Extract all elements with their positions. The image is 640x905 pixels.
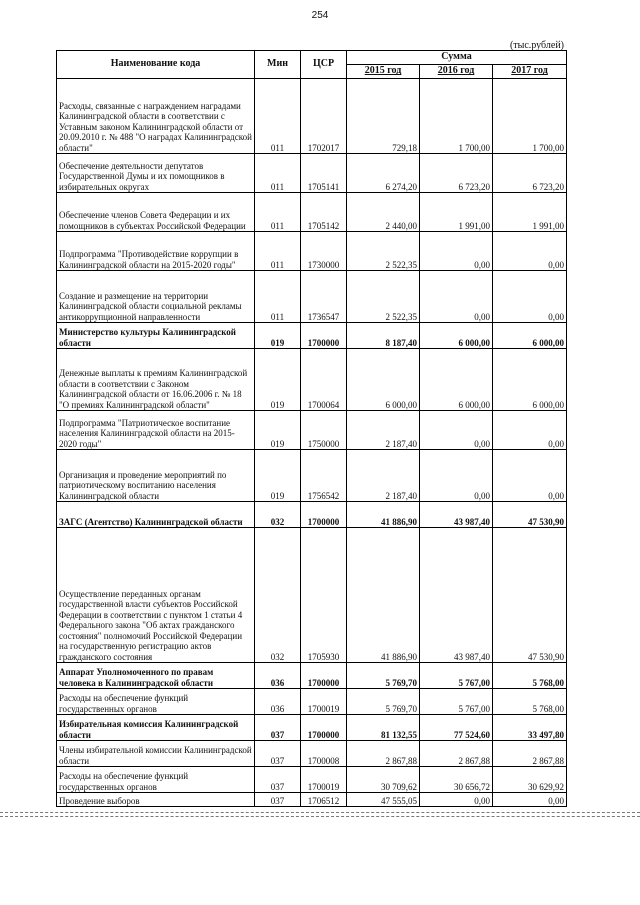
cell-2015: 41 886,90 — [347, 502, 420, 528]
cell-2017: 5 768,00 — [493, 663, 567, 689]
table-row — [57, 411, 567, 450]
table-row — [57, 715, 567, 741]
cell-2015: 30 709,62 — [347, 767, 420, 793]
cell-csr: 1700019 — [301, 689, 347, 715]
cell-2017: 1 991,00 — [493, 193, 567, 232]
cell-2017: 0,00 — [493, 450, 567, 502]
table-row — [57, 193, 567, 232]
cell-2016: 43 987,40 — [420, 502, 493, 528]
budget-table — [56, 50, 567, 807]
page-divider — [0, 816, 640, 817]
cell-name: Расходы, связанные с награждением наградами Калининградской области в соответствии с Уставным законом Калининградской области от 20.09.2010 г. № 488 "О наградах Калининградской области" — [57, 79, 255, 154]
cell-name: Подпрограмма "Противодействие коррупции в Калининградской области на 2015-2020 годы" — [57, 232, 255, 271]
cell-name: Министерство культуры Калининградской области — [57, 323, 255, 349]
cell-min: 037 — [255, 767, 301, 793]
cell-csr: 1730000 — [301, 232, 347, 271]
cell-2015: 729,18 — [347, 79, 420, 154]
cell-csr: 1700000 — [301, 715, 347, 741]
cell-name: Создание и размещение на территории Калининградской области социальной рекламы антикоррупционной направленности — [57, 271, 255, 323]
cell-min: 019 — [255, 323, 301, 349]
table-row — [57, 232, 567, 271]
cell-2015: 2 867,88 — [347, 741, 420, 767]
cell-min: 037 — [255, 741, 301, 767]
cell-min: 011 — [255, 79, 301, 154]
table-row — [57, 741, 567, 767]
cell-2015: 47 555,05 — [347, 793, 420, 807]
cell-2015: 6 000,00 — [347, 349, 420, 411]
cell-name: Члены избирательной комиссии Калининградской области — [57, 741, 255, 767]
cell-name: Проведение выборов — [57, 793, 255, 807]
cell-2015: 2 187,40 — [347, 411, 420, 450]
col-header-sum: Сумма — [347, 51, 567, 65]
cell-min: 037 — [255, 793, 301, 807]
cell-csr: 1702017 — [301, 79, 347, 154]
col-header-2017: 2017 год — [493, 65, 567, 79]
cell-name: Аппарат Уполномоченного по правам человека в Калининградской области — [57, 663, 255, 689]
cell-csr: 1700064 — [301, 349, 347, 411]
cell-min: 037 — [255, 715, 301, 741]
cell-min: 036 — [255, 663, 301, 689]
cell-2017: 2 867,88 — [493, 741, 567, 767]
cell-2017: 30 629,92 — [493, 767, 567, 793]
cell-name: Избирательная комиссия Калининградской области — [57, 715, 255, 741]
cell-2016: 1 700,00 — [420, 79, 493, 154]
cell-2016: 0,00 — [420, 450, 493, 502]
col-header-min: Мин — [255, 51, 301, 79]
cell-csr: 1706512 — [301, 793, 347, 807]
table-row — [57, 528, 567, 663]
col-header-csr: ЦСР — [301, 51, 347, 79]
cell-name: Организация и проведение мероприятий по патриотическому воспитанию населения Калининградской области — [57, 450, 255, 502]
cell-2016: 5 767,00 — [420, 689, 493, 715]
table-row — [57, 271, 567, 323]
units-label: (тыс.рублей) — [509, 40, 564, 51]
cell-2016: 1 991,00 — [420, 193, 493, 232]
col-header-name: Наименование кода — [57, 51, 255, 79]
cell-csr: 1700000 — [301, 502, 347, 528]
cell-2017: 0,00 — [493, 411, 567, 450]
cell-min: 011 — [255, 154, 301, 193]
cell-2016: 0,00 — [420, 411, 493, 450]
cell-csr: 1705930 — [301, 528, 347, 663]
cell-name: Денежные выплаты к премиям Калининградской области в соответствии с Законом Калининградской области от 16.06.2006 г. № 18 "О премиях Калининградской области" — [57, 349, 255, 411]
cell-csr: 1750000 — [301, 411, 347, 450]
cell-min: 011 — [255, 232, 301, 271]
table-row — [57, 154, 567, 193]
table-row — [57, 79, 567, 154]
cell-2015: 2 187,40 — [347, 450, 420, 502]
cell-2015: 2 440,00 — [347, 193, 420, 232]
cell-2017: 0,00 — [493, 793, 567, 807]
cell-2017: 6 000,00 — [493, 349, 567, 411]
cell-csr: 1705142 — [301, 193, 347, 232]
cell-2015: 5 769,70 — [347, 663, 420, 689]
cell-name: Расходы на обеспечение функций государственных органов — [57, 767, 255, 793]
cell-min: 032 — [255, 528, 301, 663]
page-number: 254 — [311, 10, 329, 21]
table-row — [57, 323, 567, 349]
cell-name: Обеспечение деятельности депутатов Государственной Думы и их помощников в избирательных округах — [57, 154, 255, 193]
cell-csr: 1700000 — [301, 323, 347, 349]
cell-2016: 6 723,20 — [420, 154, 493, 193]
cell-2016: 5 767,00 — [420, 663, 493, 689]
cell-csr: 1700000 — [301, 663, 347, 689]
cell-2017: 6 000,00 — [493, 323, 567, 349]
cell-min: 019 — [255, 349, 301, 411]
cell-2016: 30 656,72 — [420, 767, 493, 793]
cell-2017: 6 723,20 — [493, 154, 567, 193]
table-row — [57, 793, 567, 807]
cell-min: 011 — [255, 271, 301, 323]
table-row — [57, 689, 567, 715]
cell-csr: 1700008 — [301, 741, 347, 767]
cell-2017: 47 530,90 — [493, 502, 567, 528]
cell-2017: 1 700,00 — [493, 79, 567, 154]
cell-2017: 5 768,00 — [493, 689, 567, 715]
cell-min: 011 — [255, 193, 301, 232]
cell-2015: 81 132,55 — [347, 715, 420, 741]
cell-min: 019 — [255, 450, 301, 502]
table-row — [57, 349, 567, 411]
cell-csr: 1705141 — [301, 154, 347, 193]
cell-name: Подпрограмма "Патриотическое воспитание населения Калининградской области на 2015-2020 годы" — [57, 411, 255, 450]
cell-name: Осуществление переданных органам государственной власти субъектов Российской Федерации в соответствии с пунктом 1 статьи 4 Федерального закона "Об актах гражданского состояния" полномочий Российской Федерации на государственную регистрацию актов гражданского состояния — [57, 528, 255, 663]
table-row — [57, 502, 567, 528]
cell-min: 032 — [255, 502, 301, 528]
cell-2015: 8 187,40 — [347, 323, 420, 349]
cell-2017: 33 497,80 — [493, 715, 567, 741]
cell-2016: 0,00 — [420, 232, 493, 271]
cell-min: 019 — [255, 411, 301, 450]
table-row — [57, 767, 567, 793]
cell-csr: 1756542 — [301, 450, 347, 502]
cell-min: 036 — [255, 689, 301, 715]
page-divider — [0, 812, 640, 813]
cell-csr: 1700019 — [301, 767, 347, 793]
cell-2017: 47 530,90 — [493, 528, 567, 663]
cell-name: Расходы на обеспечение функций государственных органов — [57, 689, 255, 715]
cell-2016: 2 867,88 — [420, 741, 493, 767]
cell-2015: 2 522,35 — [347, 232, 420, 271]
cell-name: Обеспечение членов Совета Федерации и их помощников в субъектах Российской Федерации — [57, 193, 255, 232]
cell-2016: 43 987,40 — [420, 528, 493, 663]
cell-csr: 1736547 — [301, 271, 347, 323]
cell-2016: 0,00 — [420, 271, 493, 323]
cell-2016: 0,00 — [420, 793, 493, 807]
cell-2016: 77 524,60 — [420, 715, 493, 741]
cell-2015: 6 274,20 — [347, 154, 420, 193]
cell-2015: 2 522,35 — [347, 271, 420, 323]
cell-2016: 6 000,00 — [420, 323, 493, 349]
col-header-2016: 2016 год — [420, 65, 493, 79]
cell-2015: 5 769,70 — [347, 689, 420, 715]
col-header-2015: 2015 год — [347, 65, 420, 79]
cell-2016: 6 000,00 — [420, 349, 493, 411]
table-row — [57, 450, 567, 502]
cell-2017: 0,00 — [493, 271, 567, 323]
cell-2015: 41 886,90 — [347, 528, 420, 663]
cell-name: ЗАГС (Агентство) Калининградской области — [57, 502, 255, 528]
table-row — [57, 663, 567, 689]
cell-2017: 0,00 — [493, 232, 567, 271]
